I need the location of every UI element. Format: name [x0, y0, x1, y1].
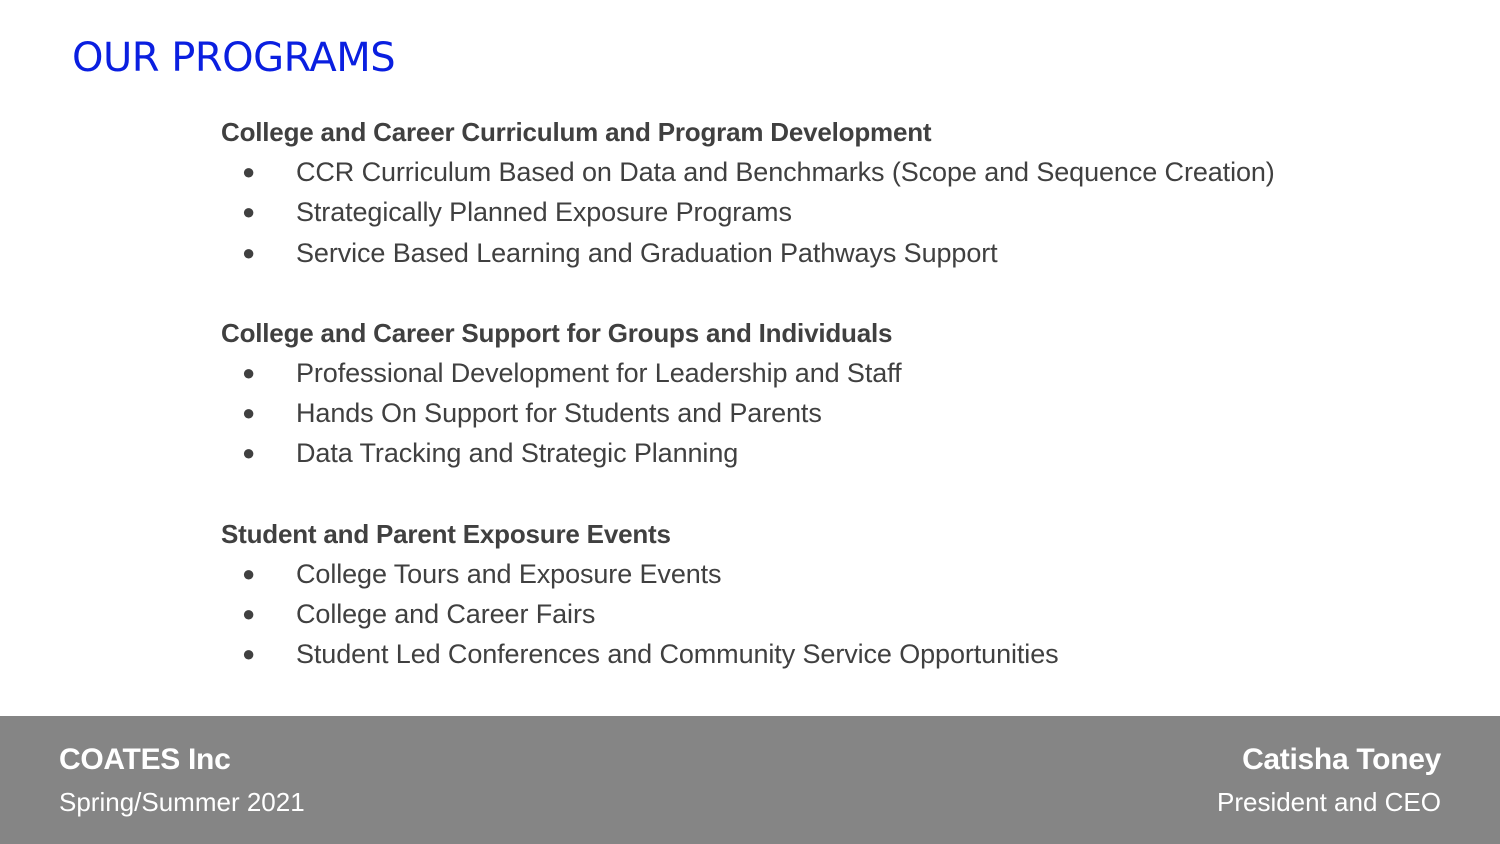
- list-item: [221, 433, 1481, 473]
- list-item-text: Service Based Learning and Graduation Pathways Support: [296, 237, 998, 268]
- list-item: [221, 233, 1481, 273]
- section-curriculum: [221, 112, 1481, 273]
- list-item-text: Professional Development for Leadership and Staff: [296, 357, 902, 388]
- list-item: [221, 594, 1481, 634]
- program-list: [221, 112, 1481, 715]
- person-name: Catisha Toney: [1242, 743, 1441, 776]
- list-item-text: Strategically Planned Exposure Programs: [296, 197, 792, 228]
- bullet-list: [221, 554, 1481, 675]
- list-item: [221, 192, 1481, 232]
- bullet-icon: ●: [242, 560, 256, 586]
- footer-company-block: [59, 738, 305, 822]
- list-item: [221, 353, 1481, 393]
- bullet-icon: ●: [242, 159, 256, 184]
- footer-bar: [0, 716, 1500, 844]
- bullet-icon: ●: [242, 199, 256, 225]
- list-item-text: Student Led Conferences and Community Service Opportunities: [296, 639, 1059, 670]
- bullet-icon: ●: [242, 601, 256, 627]
- season-label: Spring/Summer 2021: [59, 787, 305, 817]
- footer-person-block: [1217, 738, 1441, 822]
- list-item: [221, 393, 1481, 433]
- list-item-text: College and Career Fairs: [296, 599, 596, 630]
- section-support: [221, 313, 1481, 474]
- bullet-icon: ●: [242, 239, 256, 265]
- list-item: [221, 634, 1481, 674]
- list-item: [221, 152, 1481, 192]
- bullet-icon: ●: [242, 641, 256, 667]
- bullet-icon: ●: [242, 440, 256, 466]
- list-item-text: College Tours and Exposure Events: [296, 558, 722, 589]
- list-item: [221, 554, 1481, 594]
- section-heading: Student and Parent Exposure Events: [221, 518, 671, 549]
- section-heading: College and Career Support for Groups and Individuals: [221, 317, 893, 348]
- section-heading: College and Career Curriculum and Program Development: [221, 117, 932, 147]
- bullet-list: [221, 152, 1481, 273]
- section-exposure-events: [221, 514, 1481, 675]
- slide-title: OUR PROGRAMS: [72, 35, 396, 81]
- list-item-text: Data Tracking and Strategic Planning: [296, 438, 739, 469]
- bullet-icon: ●: [242, 359, 256, 385]
- list-item-text: Hands On Support for Students and Parents: [296, 398, 822, 429]
- person-role: President and CEO: [1216, 787, 1441, 817]
- company-name: COATES Inc: [59, 743, 231, 776]
- bullet-list: [221, 353, 1481, 474]
- bullet-icon: ●: [242, 400, 256, 426]
- list-item-text: CCR Curriculum Based on Data and Benchmarks (Scope and Sequence Creation): [296, 157, 1275, 187]
